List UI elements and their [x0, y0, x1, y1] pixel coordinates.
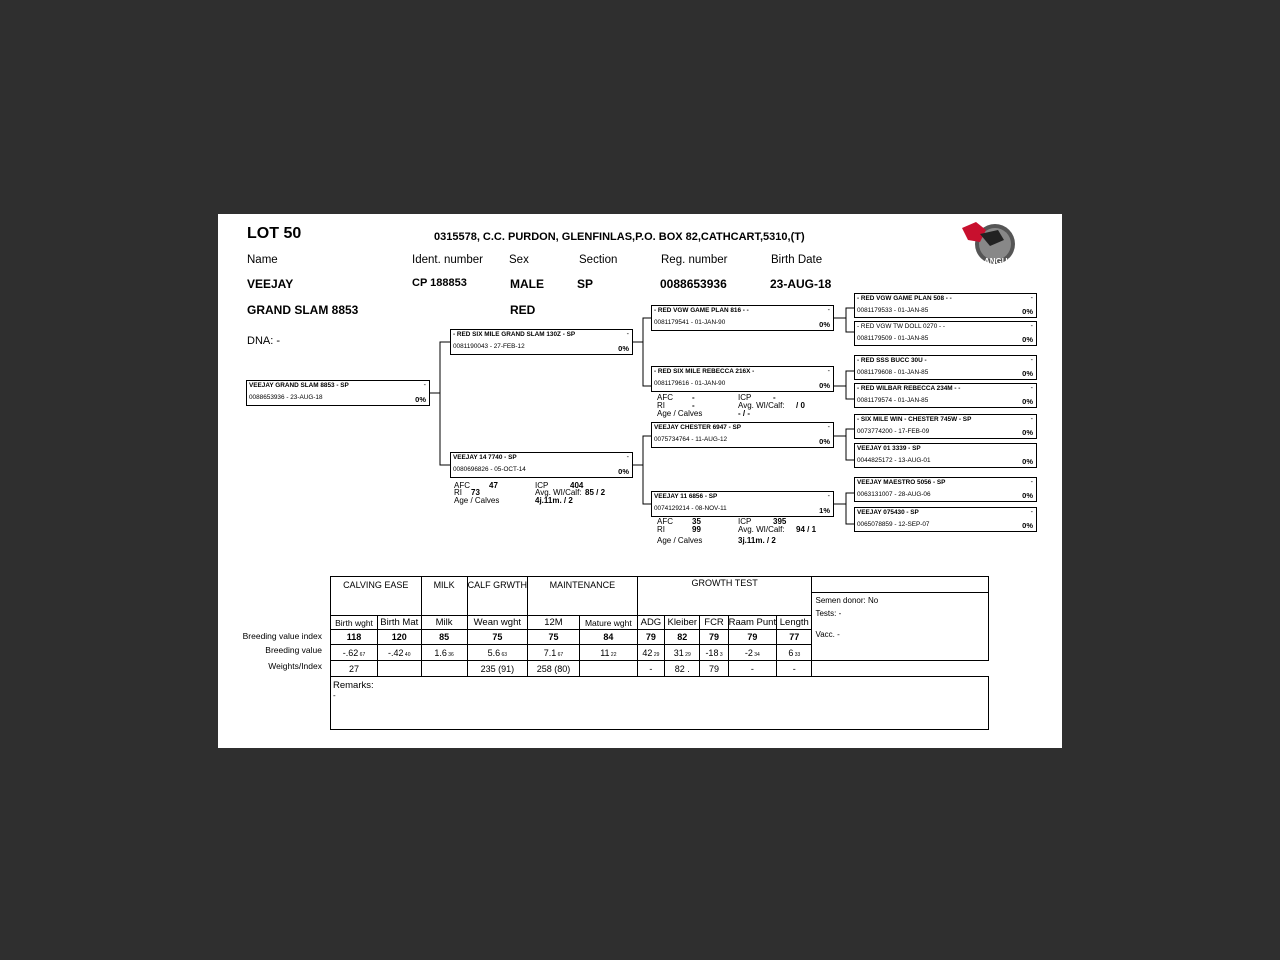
col-header-fcr: FCR — [700, 616, 728, 630]
lot-number: LOT 50 — [247, 225, 302, 242]
animal-section: SP — [577, 277, 594, 291]
sd-icp-label: ICP — [738, 393, 752, 402]
dd-avg: 94 / 1 — [796, 525, 817, 534]
accuracy: 3 — [718, 651, 723, 658]
weights-row — [331, 661, 989, 677]
pedigree-g6-pct: 0% — [1022, 457, 1033, 466]
row-weights-cell: 235 (91) — [467, 661, 527, 677]
pedigree-g7-pct: 0% — [1022, 491, 1033, 500]
row-weights-cell — [421, 661, 467, 677]
dam-icp: 404 — [570, 481, 584, 490]
row-weights-cell: 258 (80) — [528, 661, 580, 677]
row-index-cell: 118 — [331, 630, 378, 645]
animal-ident: CP 188853 — [412, 277, 467, 289]
semen-donor: Semen donor: No — [815, 596, 879, 605]
row-index-cell: 75 — [528, 630, 580, 645]
group-growth-test: GROWTH TEST — [637, 577, 812, 616]
accuracy: 22 — [609, 651, 617, 658]
pedigree-g1-reg: 0081179533 - 01-JAN-85 — [857, 307, 929, 314]
semen-tests-cell — [812, 577, 989, 661]
pedigree-ds-reg: 0075734764 - 11-AUG-12 — [654, 436, 728, 443]
accuracy: 67 — [556, 651, 564, 658]
dam-age-label: Age / Calves — [454, 496, 500, 505]
row-index-cell: 84 — [579, 630, 637, 645]
col-header-milk: Milk — [421, 616, 467, 630]
sd-afc: - — [692, 393, 695, 402]
header-ident: Ident. number — [412, 254, 483, 266]
row-index-cell: 79 — [637, 630, 664, 645]
pedigree-g6-name: VEEJAY 01 3339 - SP — [857, 445, 921, 452]
pedigree-sire-reg: 0081190043 - 27-FEB-12 — [453, 343, 525, 350]
dna-status: DNA: - — [247, 335, 280, 347]
col-header-birth-wght: Birth wght — [331, 616, 378, 630]
dam-afc-label: AFC — [454, 481, 470, 490]
row-value-cell: -2 34 — [728, 645, 777, 661]
pedigree-g8-name: VEEJAY 075430 - SP — [857, 509, 919, 516]
row-weights-cell: 79 — [700, 661, 728, 677]
pedigree-sd-reg: 0081179616 - 01-JAN-90 — [654, 380, 726, 387]
row-weights-cell — [579, 661, 637, 677]
col-header-birth-mat: Birth Mat — [378, 616, 421, 630]
pedigree-g1-name: - RED VGW GAME PLAN 508 - - — [857, 295, 952, 302]
row-value-cell: 6 33 — [777, 645, 812, 661]
row-value-cell: 5.6 63 — [467, 645, 527, 661]
pedigree-self-reg: 0088653936 - 23-AUG-18 — [249, 394, 323, 401]
accuracy: 63 — [500, 651, 508, 658]
pedigree-gg-5: - SIX MILE WIN - CHESTER 745W - SP - 0073774200 - 17-FEB-09 0% — [854, 414, 1037, 439]
dd-afc-label: AFC — [657, 517, 673, 526]
row-index-cell: 79 — [728, 630, 777, 645]
pedigree-sire-sire: - RED VGW GAME PLAN 816 - - - 0081179541 - 01-JAN-90 0% — [651, 305, 834, 331]
animal-name-1: VEEJAY — [247, 277, 294, 291]
logo-text: ANGUS — [984, 257, 1013, 266]
row-label-value: Breeding value — [265, 645, 322, 655]
pedigree-sheet — [218, 214, 1062, 748]
pedigree-self: VEEJAY GRAND SLAM 8853 - SP - 0088653936 - 23-AUG-18 0% — [246, 380, 430, 406]
accuracy: 29 — [652, 651, 660, 658]
pedigree-g7-name: VEEJAY MAESTRO 5056 - SP — [857, 479, 946, 486]
row-value-cell: -18 3 — [700, 645, 728, 661]
row-value-cell: 31 29 — [665, 645, 700, 661]
dam-icp-label: ICP — [535, 481, 549, 490]
pedigree-g4-name: - RED WILBAR REBECCA 234M - - — [857, 385, 961, 392]
group-calving-ease: CALVING EASE — [331, 577, 422, 616]
remarks-text: - — [333, 691, 336, 700]
pedigree-g6-reg: 0044825172 - 13-AUG-01 — [857, 457, 931, 464]
pedigree-ss-name: - RED VGW GAME PLAN 816 - - — [654, 307, 749, 314]
dam-afc: 47 — [489, 481, 498, 490]
pedigree-dam: VEEJAY 14 7740 - SP - 0080696826 - 05-OCT-14 0% — [450, 452, 633, 478]
row-weights-cell: 27 — [331, 661, 378, 677]
header-birth: Birth Date — [771, 254, 823, 266]
dam-ri: 73 — [471, 488, 480, 497]
header-sex: Sex — [509, 254, 529, 266]
remarks-label: Remarks: — [333, 680, 374, 691]
pedigree-sire: - RED SIX MILE GRAND SLAM 130Z - SP - 0081190043 - 27-FEB-12 0% — [450, 329, 633, 355]
pedigree-g7-reg: 0063131007 - 28-AUG-06 — [857, 491, 931, 498]
dam-avg-label: Avg. WI/Calf: — [535, 488, 582, 497]
pedigree-g8-pct: 0% — [1022, 521, 1033, 530]
pedigree-gg-8: VEEJAY 075430 - SP - 0065078859 - 12-SEP-07 0% — [854, 507, 1037, 532]
dd-icp-label: ICP — [738, 517, 752, 526]
accuracy: 33 — [793, 651, 801, 658]
pedigree-dd-name: VEEJAY 11 6856 - SP — [654, 493, 718, 500]
pedigree-g2-reg: 0081179509 - 01-JAN-85 — [857, 335, 929, 342]
sd-afc-label: AFC — [657, 393, 673, 402]
row-index-cell: 79 — [700, 630, 728, 645]
row-index-cell: 75 — [467, 630, 527, 645]
accuracy: 36 — [446, 651, 454, 658]
animal-colour: RED — [510, 303, 536, 317]
col-header-raam-punt: Raam Punt — [728, 616, 777, 628]
pedigree-g5-name: - SIX MILE WIN - CHESTER 745W - SP — [857, 416, 972, 423]
animal-name-2: GRAND SLAM 8853 — [247, 303, 359, 317]
row-label-index: Breeding value index — [242, 631, 322, 641]
dd-icp: 395 — [773, 517, 787, 526]
pedigree-g2-pct: 0% — [1022, 335, 1033, 344]
pedigree-gg-6 — [854, 443, 1037, 468]
accuracy: 67 — [358, 651, 366, 658]
sd-avg: / 0 — [796, 401, 805, 410]
animal-sex: MALE — [510, 277, 544, 291]
group-milk: MILK — [421, 577, 467, 616]
tests: Tests: - — [815, 609, 842, 618]
group-maintenance: MAINTENANCE — [528, 577, 638, 616]
sd-ri: - — [692, 401, 695, 410]
pedigree-g8-reg: 0065078859 - 12-SEP-07 — [857, 521, 930, 528]
dd-age-label: Age / Calves — [657, 536, 703, 545]
pedigree-dd-reg: 0074129214 - 08-NOV-11 — [654, 505, 727, 512]
col-header-wean-wght: Wean wght — [467, 616, 527, 630]
row-value-cell: -.42 40 — [378, 645, 421, 661]
row-value-cell: 1.6 36 — [421, 645, 467, 661]
pedigree-ds-pct: 0% — [819, 437, 830, 446]
breeding-value-table — [330, 576, 989, 730]
row-label-weights: Weights/Index — [268, 661, 322, 671]
dd-age: 3j.11m. / 2 — [738, 536, 776, 545]
pedigree-ss-reg: 0081179541 - 01-JAN-90 — [654, 319, 726, 326]
accuracy: 40 — [403, 651, 411, 658]
pedigree-gg-3: - RED SSS BUCC 30U - - 0081179608 - 01-JAN-85 0% — [854, 355, 1037, 380]
remarks-cell — [331, 677, 989, 730]
animal-reg: 0088653936 — [660, 277, 727, 291]
dd-avg-label: Avg. WI/Calf: — [738, 525, 785, 534]
pedigree-dd-pct: 1% — [819, 506, 830, 515]
row-index-cell: 85 — [421, 630, 467, 645]
row-weights-cell — [378, 661, 421, 677]
col-header-12m: 12M — [528, 616, 580, 630]
pedigree-sire-pct: 0% — [618, 344, 629, 353]
animal-birth: 23-AUG-18 — [770, 277, 832, 291]
pedigree-g5-pct: 0% — [1022, 428, 1033, 437]
row-index-cell: 77 — [777, 630, 812, 645]
pedigree-sd-name: - RED SIX MILE REBECCA 216X - — [654, 368, 755, 375]
col-header-kleiber: Kleiber — [665, 616, 700, 630]
col-header-adg: ADG — [637, 616, 664, 630]
dd-ri: 99 — [692, 525, 701, 534]
breeder-info: 0315578, C.C. PURDON, GLENFINLAS,P.O. BOX 82,CATHCART,5310,(T) — [434, 231, 805, 243]
pedigree-g3-reg: 0081179608 - 01-JAN-85 — [857, 369, 929, 376]
pedigree-g3-pct: 0% — [1022, 369, 1033, 378]
pedigree-sd-pct: 0% — [819, 381, 830, 390]
sd-avg-label: Avg. WI/Calf: — [738, 401, 785, 410]
header-reg: Reg. number — [661, 254, 728, 266]
pedigree-dam-dam: VEEJAY 11 6856 - SP - 0074129214 - 08-NOV-11 1% — [651, 491, 834, 517]
row-weights-cell: - — [637, 661, 664, 677]
pedigree-gg-1: - RED VGW GAME PLAN 508 - - - 0081179533 - 01-JAN-85 0% — [854, 293, 1037, 318]
pedigree-g2-name: - RED VGW TW DOLL 0270 - - — [857, 323, 946, 330]
row-weights-cell: - — [777, 661, 812, 677]
accuracy: 34 — [752, 651, 760, 658]
pedigree-g3-name: - RED SSS BUCC 30U - — [857, 357, 927, 364]
pedigree-dam-pct: 0% — [618, 467, 629, 476]
pedigree-g4-pct: 0% — [1022, 397, 1033, 406]
header-name: Name — [247, 254, 278, 266]
header-section: Section — [579, 254, 618, 266]
pedigree-g4-reg: 0081179574 - 01-JAN-85 — [857, 397, 929, 404]
row-value-cell: 7.1 67 — [528, 645, 580, 661]
group-calf-growth: CALF GRWTH — [467, 577, 527, 616]
pedigree-dam-reg: 0080696826 - 05-OCT-14 — [453, 466, 526, 473]
row-index-cell: 120 — [378, 630, 421, 645]
row-value-cell: 42 29 — [637, 645, 664, 661]
pedigree-gg-4: - RED WILBAR REBECCA 234M - - - 0081179574 - 01-JAN-85 0% — [854, 383, 1037, 408]
pedigree-g1-pct: 0% — [1022, 307, 1033, 316]
row-value-cell: -.62 67 — [331, 645, 378, 661]
dam-ri-label: RI — [454, 488, 462, 497]
col-header-length: Length — [777, 616, 812, 630]
row-weights-cell: - — [728, 661, 777, 677]
pedigree-dam-name: VEEJAY 14 7740 - SP — [453, 454, 517, 461]
sd-age-label: Age / Calves — [657, 409, 703, 418]
vaccination: Vacc. - — [815, 630, 840, 639]
pedigree-self-pct: 0% — [415, 395, 426, 404]
row-weights-cell: 82 . — [665, 661, 700, 677]
pedigree-g5-reg: 0073774200 - 17-FEB-09 — [857, 428, 930, 435]
dd-afc: 35 — [692, 517, 701, 526]
dd-ri-label: RI — [657, 525, 665, 534]
dam-age: 4j.11m. / 2 — [535, 496, 573, 505]
pedigree-sire-name: - RED SIX MILE GRAND SLAM 130Z - SP — [453, 331, 576, 338]
pedigree-self-name: VEEJAY GRAND SLAM 8853 - SP — [249, 382, 349, 389]
dam-avg: 85 / 2 — [585, 488, 606, 497]
row-value-cell: 11 22 — [579, 645, 637, 661]
pedigree-gg-2: - RED VGW TW DOLL 0270 - - - 0081179509 - 01-JAN-85 0% — [854, 321, 1037, 346]
pedigree-ds-name: VEEJAY CHESTER 6947 - SP — [654, 424, 742, 431]
pedigree-ss-pct: 0% — [819, 320, 830, 329]
sd-ri-label: RI — [657, 401, 665, 410]
row-index-cell: 82 — [665, 630, 700, 645]
pedigree-gg-7: VEEJAY MAESTRO 5056 - SP - 0063131007 - 28-AUG-06 0% — [854, 477, 1037, 502]
pedigree-sire-dam: - RED SIX MILE REBECCA 216X - - 0081179616 - 01-JAN-90 0% — [651, 366, 834, 392]
col-header-mature-wght: Mature wght — [579, 616, 637, 630]
accuracy: 29 — [683, 651, 691, 658]
sd-age: - / - — [738, 409, 750, 418]
pedigree-dam-sire: VEEJAY CHESTER 6947 - SP - 0075734764 - 11-AUG-12 0% — [651, 422, 834, 448]
sd-icp: - — [773, 393, 776, 402]
